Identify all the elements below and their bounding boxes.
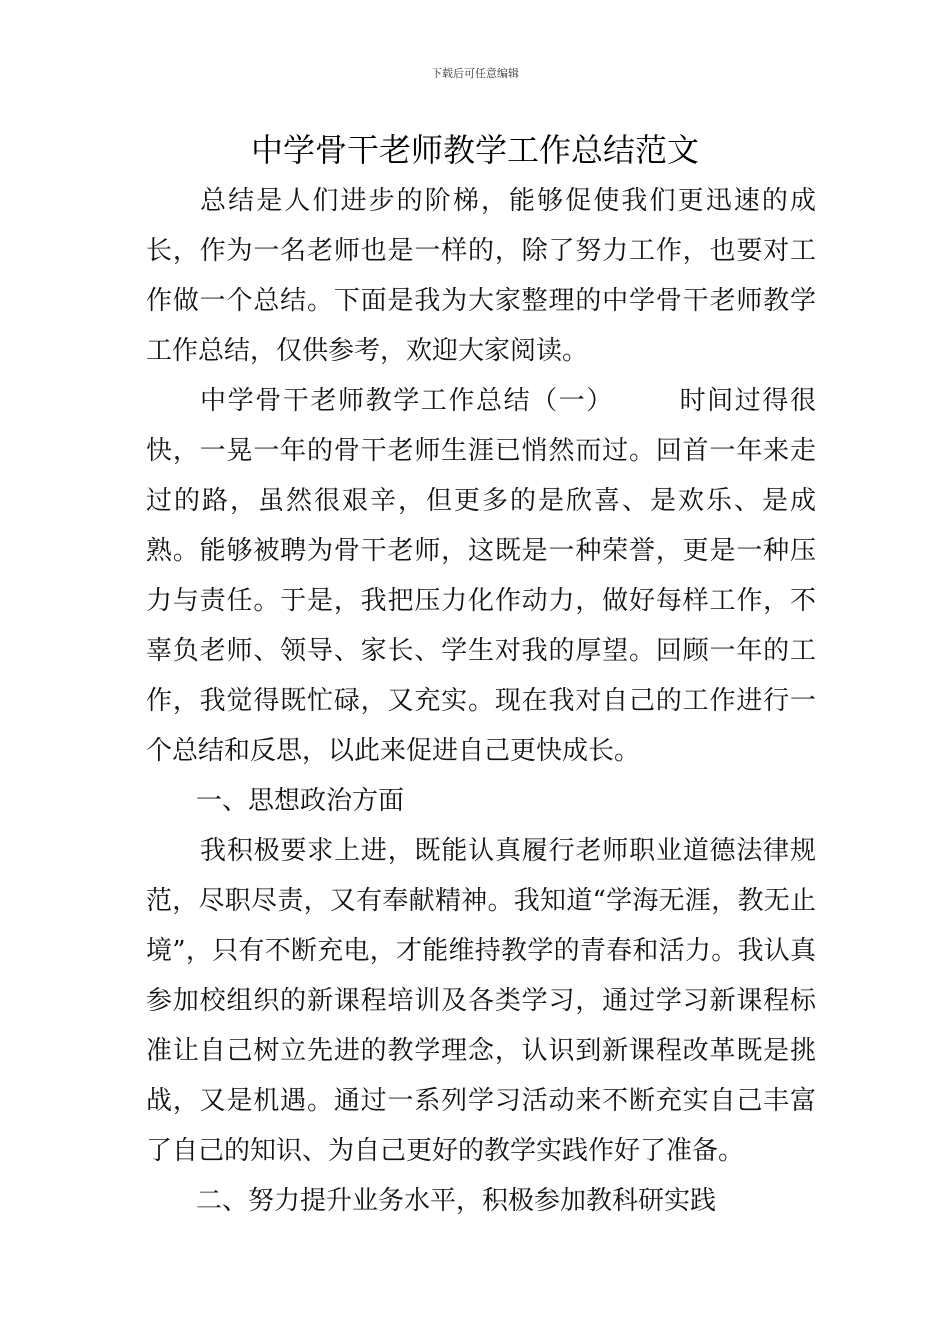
document-title: 中学骨干老师教学工作总结范文 — [250, 131, 699, 169]
intro-paragraph: 总结是人们进步的阶梯，能够促使我们更迅速的成长，作为一名老师也是一样的，除了努力工作，也要对工作做一个总结。下面是我为大家整理的中学骨干老师教学工作总结，仅供参考，欢迎大家阅读。 — [146, 186, 816, 366]
ideology-paragraph: 我积极要求上进，既能认真履行老师职业道德法律规范，尽职尽责，又有奉献精神。我知道“学海无涯，教无止境”，只有不断充电，才能维持教学的青春和活力。我认真参加校组织的新课程培训及各类学习，通过学习新课程标准让自己树立先进的教学理念，认识到新课程改革既是挑战，又是机遇。通过一系列学习活动来不断充实自己丰富了自己的知识、为自己更好的教学实践作好了准备。 — [146, 836, 816, 1166]
section-1-text: 时间过得很快，一晃一年的骨干老师生涯已悄然而过。回首一年来走过的路，虽然很艰辛，但更多的是欣喜、是欢乐、是成熟。能够被聘为骨干老师，这既是一种荣誉，更是一种压力与责任。于是，我把压力化作动力，做好每样工作，不辜负老师、领导、家长、学生对我的厚望。回顾一年的工作，我觉得既忙碌，又充实。现在我对自己的工作进行一个总结和反思，以此来促进自己更快成长。 — [146, 386, 816, 766]
section-1-label: 中学骨干老师教学工作总结（一） — [200, 386, 614, 416]
heading-professional: 二、努力提升业务水平，积极参加教科研实践 — [196, 1186, 717, 1216]
section-1-paragraph — [146, 376, 816, 776]
header-note: 下载后可任意编辑 — [431, 67, 519, 80]
heading-ideology: 一、思想政治方面 — [196, 786, 405, 816]
document-body — [146, 176, 816, 1226]
